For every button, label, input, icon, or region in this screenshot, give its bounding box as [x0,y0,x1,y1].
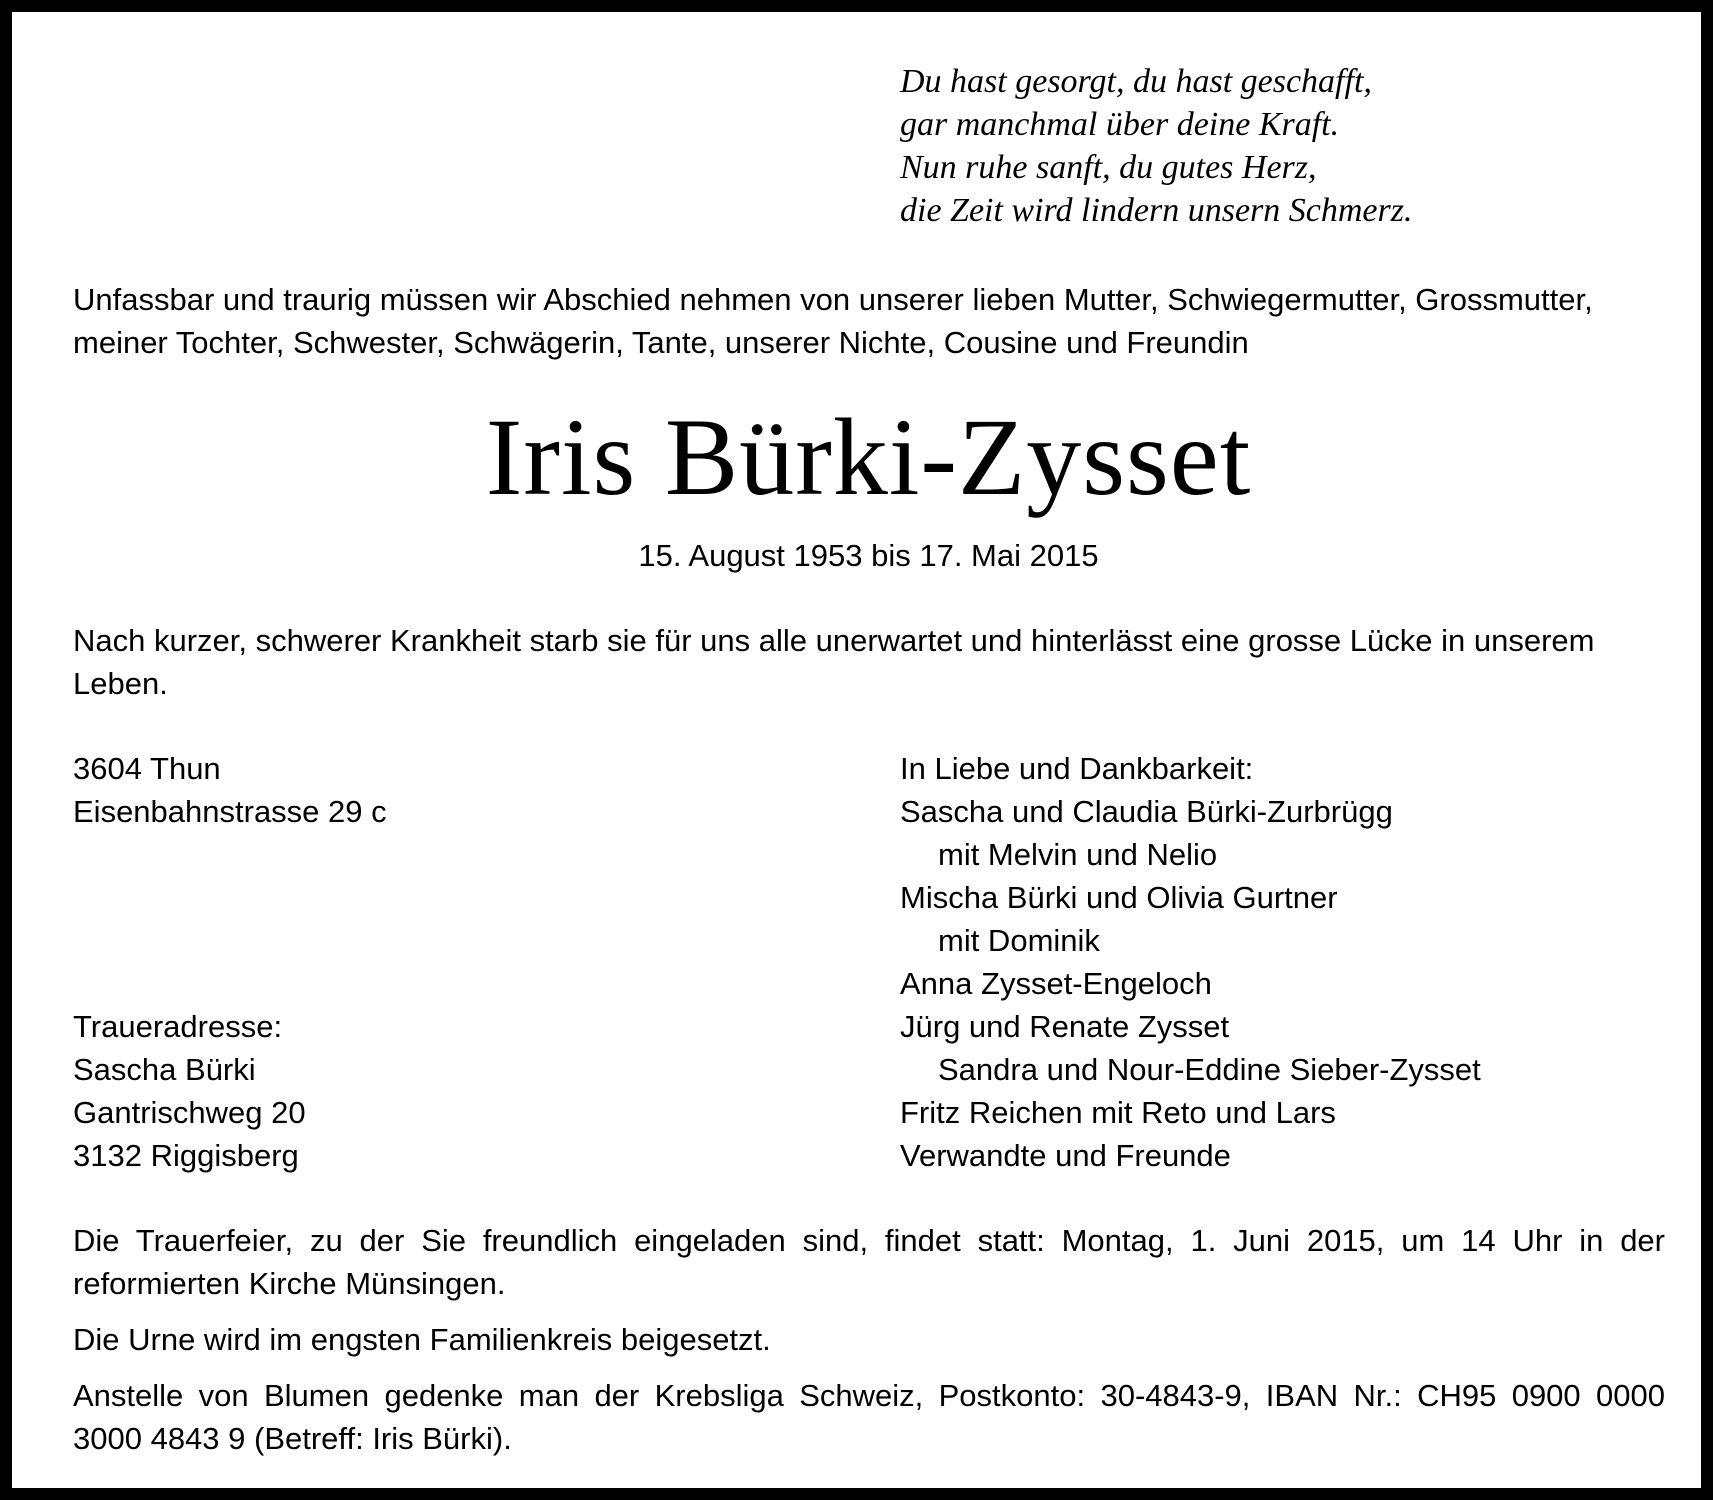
urn-paragraph [73,1318,1665,1361]
poem-line: Nun ruhe sanft, du gutes Herz, [900,149,1317,186]
passing-line: Nach kurzer, schwerer Krankheit starb sie für uns alle unerwartet und hinterlässt eine grosse Lücke in unserem [73,623,1595,658]
intro-line: meiner Tochter, Schwester, Schwägerin, Tante, unserer Nichte, Cousine und Freundin [73,325,1249,360]
family-entry: Verwandte und Freunde [900,1138,1231,1173]
family-entry: mit Dominik [938,923,1100,958]
donation-line: 3000 4843 9 (Betreff: Iris Bürki). [73,1421,512,1456]
family-entry: Anna Zysset-Engeloch [900,966,1212,1001]
mourning-address-label: Traueradresse: [73,1009,283,1044]
poem-line: Du hast gesorgt, du hast geschafft, [900,63,1372,100]
memorial-poem [900,60,1413,232]
home-street: Eisenbahnstrasse 29 c [73,794,387,829]
family-entry: Mischa Bürki und Olivia Gurtner [900,880,1338,915]
passing-line: Leben. [73,666,168,701]
urn-line: Die Urne wird im engsten Familienkreis beigesetzt. [73,1322,771,1357]
deceased-name: Iris Bürki-Zysset [485,396,1252,518]
intro-paragraph [73,278,1673,364]
family-entry: mit Melvin und Nelio [938,837,1218,872]
column-spacer [73,833,773,1005]
family-column [900,747,1680,1177]
poem-line: gar manchmal über deine Kraft. [900,106,1340,143]
ceremony-paragraph [73,1219,1665,1305]
family-entry: Fritz Reichen mit Reto und Lars [900,1095,1336,1130]
intro-line: Unfassbar und traurig müssen wir Abschied nehmen von unserer lieben Mutter, Schwiegermutter, Grossmutter, [73,282,1593,317]
mourning-address-city: 3132 Riggisberg [73,1138,299,1173]
poem-line: die Zeit wird lindern unsern Schmerz. [900,192,1413,229]
closing-notes [73,1219,1665,1473]
ceremony-line: reformierten Kirche Münsingen. [73,1266,506,1301]
address-column [73,747,773,1177]
mourning-address-name: Sascha Bürki [73,1052,256,1087]
ceremony-line: Die Trauerfeier, zu der Sie freundlich eingeladen sind, findet statt: Montag, 1. Juni 2015, um 14 Uhr in der [73,1223,1665,1258]
mourning-address-street: Gantrischweg 20 [73,1095,306,1130]
family-entry: Sascha und Claudia Bürki-Zurbrügg [900,794,1393,829]
donation-line: Anstelle von Blumen gedenke man der Krebsliga Schweiz, Postkonto: 30-4843-9, IBAN Nr.: CH95 0900 0000 [73,1378,1665,1413]
life-dates: 15. August 1953 bis 17. Mai 2015 [638,538,1099,573]
family-entry: Sandra und Nour-Eddine Sieber-Zysset [938,1052,1481,1087]
home-city: 3604 Thun [73,751,221,786]
donation-paragraph [73,1374,1665,1460]
passing-paragraph [73,619,1663,705]
family-entry: Jürg und Renate Zysset [900,1009,1230,1044]
family-heading: In Liebe und Dankbarkeit: [900,751,1254,786]
